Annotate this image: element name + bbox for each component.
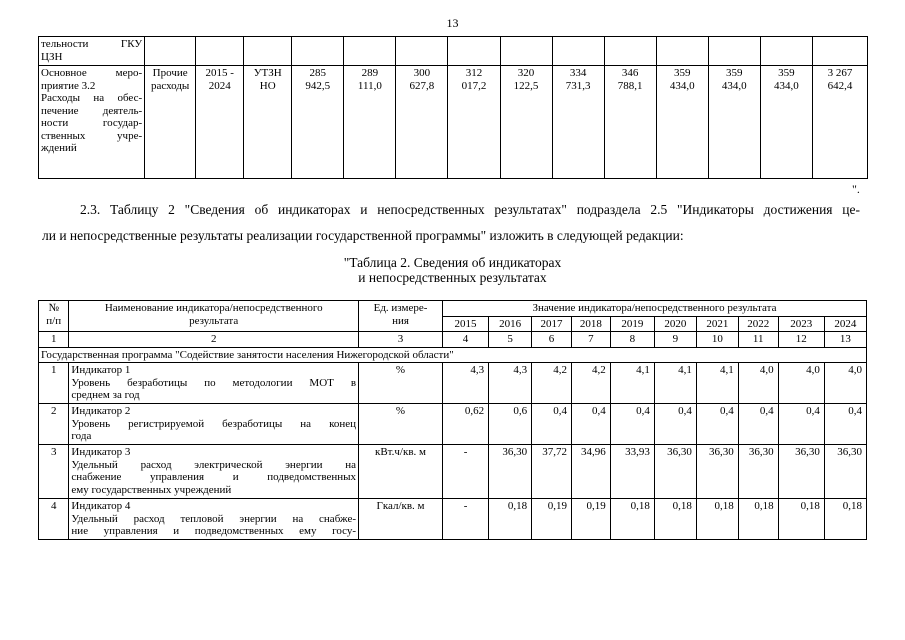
header-num: № п/п [39,301,69,332]
value-cell: 37,72 [532,445,572,499]
value-cell: 0,18 [696,499,738,540]
value-cell: 0,18 [738,499,778,540]
page-number: 13 [446,16,459,30]
year-cell: 2022 [738,316,778,332]
col-number: 13 [824,332,866,348]
table-row [39,445,867,499]
year-cell: 2024 [824,316,866,332]
value-cell: 36,30 [654,445,696,499]
col-number: 5 [489,332,532,348]
executor-cell: УТЗН НО [244,66,292,179]
value-cell: 0,19 [532,499,572,540]
value-cell: 36,30 [696,445,738,499]
row-num: 2 [39,404,69,445]
value-cell: 0,4 [778,404,824,445]
value-cell: 33,93 [610,445,654,499]
value-cell: 36,30 [824,445,866,499]
header-row [39,301,867,317]
value-cell: 4,1 [654,363,696,404]
row-num: 1 [39,363,69,404]
expense-type-cell: Прочие расходы [145,66,196,179]
value-cell: 0,18 [824,499,866,540]
row-name-cell: Основное меро- приятие 3.2 Расходы на обес- печение деятель- ности государ- ственных учре- ждений [39,66,145,179]
value-cell: 0,4 [571,404,610,445]
table-cell: тельности ГКУ ЦЗН [39,37,145,66]
header-name: Наименование индикатора/непосредственного результата [69,301,359,332]
value-cell: 289 111,0 [344,66,396,179]
col-number: 4 [442,332,488,348]
value-cell: - [442,445,488,499]
year-cell: 2015 [442,316,488,332]
program-title: Государственная программа "Содействие занятости населения Нижегородской области" [39,347,867,363]
value-cell: 312 017,2 [448,66,500,179]
value-cell: 359 434,0 [656,66,708,179]
closing-quote: ". [852,182,860,196]
table-caption: "Таблица 2. Сведения об индикаторах [343,255,562,270]
year-cell: 2017 [532,316,572,332]
indicators-table [38,300,867,540]
value-cell: 34,96 [571,445,610,499]
value-cell: 0,4 [532,404,572,445]
header-value-group: Значение индикатора/непосредственного результата [442,301,866,317]
col-number: 1 [39,332,69,348]
value-cell: 334 731,3 [552,66,604,179]
value-cell: 36,30 [778,445,824,499]
row-num: 3 [39,445,69,499]
paragraph-line: 2.3. Таблицу 2 "Сведения об индикаторах и непосредственных результатах" подраздела 2.5 "Индикаторы достижения це- [80,202,860,217]
table-row [39,66,868,179]
value-cell: 0,4 [824,404,866,445]
value-cell: 359 434,0 [708,66,760,179]
value-cell: 4,2 [532,363,572,404]
value-cell: 4,0 [824,363,866,404]
value-cell: 346 788,1 [604,66,656,179]
value-cell: 0,4 [696,404,738,445]
col-number: 11 [738,332,778,348]
value-cell: 4,1 [610,363,654,404]
year-cell: 2023 [778,316,824,332]
indicator-name: Индикатор 2 Уровень регистрируемой безработицы на конец года [69,404,359,445]
header-unit: Ед. измере- ния [359,301,443,332]
column-numbers-row [39,332,867,348]
year-cell: 2016 [489,316,532,332]
indicator-name: Индикатор 3 Удельный расход электрической энергии на снабжение управления и подведомственных ему государственных учреждений [69,445,359,499]
value-cell: 0,6 [489,404,532,445]
expenses-table [38,36,868,179]
year-cell: 2021 [696,316,738,332]
program-row [39,347,867,363]
indicator-name: Индикатор 4 Удельный расход тепловой энергии на снабже- ние управления и подведомственных ему госу- [69,499,359,540]
value-cell: 0,18 [778,499,824,540]
value-cell: 0,4 [610,404,654,445]
value-cell: 320 122,5 [500,66,552,179]
col-number: 6 [532,332,572,348]
col-number: 7 [571,332,610,348]
value-cell: 4,3 [442,363,488,404]
value-cell: 36,30 [489,445,532,499]
value-cell: 300 627,8 [396,66,448,179]
total-cell: 3 267 642,4 [812,66,867,179]
year-cell: 2018 [571,316,610,332]
value-cell: 0,18 [489,499,532,540]
col-number: 8 [610,332,654,348]
table-row [39,404,867,445]
table-caption: и непосредственных результатах [358,270,547,285]
unit-cell: % [359,363,443,404]
year-cell: 2019 [610,316,654,332]
unit-cell: % [359,404,443,445]
indicator-name: Индикатор 1 Уровень безработицы по методологии МОТ в среднем за год [69,363,359,404]
value-cell: 0,18 [610,499,654,540]
value-cell: 4,3 [489,363,532,404]
value-cell: 4,1 [696,363,738,404]
row-num: 4 [39,499,69,540]
value-cell: 0,4 [738,404,778,445]
value-cell: - [442,499,488,540]
table-row [39,499,867,540]
table-row [39,363,867,404]
value-cell: 36,30 [738,445,778,499]
value-cell: 359 434,0 [760,66,812,179]
value-cell: 0,18 [654,499,696,540]
year-cell: 2020 [654,316,696,332]
unit-cell: кВт.ч/кв. м [359,445,443,499]
value-cell: 0,62 [442,404,488,445]
value-cell: 0,4 [654,404,696,445]
value-cell: 285 942,5 [292,66,344,179]
period-cell: 2015 - 2024 [196,66,244,179]
col-number: 3 [359,332,443,348]
value-cell: 4,2 [571,363,610,404]
col-number: 10 [696,332,738,348]
value-cell: 4,0 [738,363,778,404]
col-number: 2 [69,332,359,348]
unit-cell: Гкал/кв. м [359,499,443,540]
table-row [39,37,868,66]
value-cell: 0,19 [571,499,610,540]
col-number: 12 [778,332,824,348]
paragraph-line: ли и непосредственные результаты реализации государственной программы" изложить в следующей редакции: [42,228,684,243]
col-number: 9 [654,332,696,348]
value-cell: 4,0 [778,363,824,404]
